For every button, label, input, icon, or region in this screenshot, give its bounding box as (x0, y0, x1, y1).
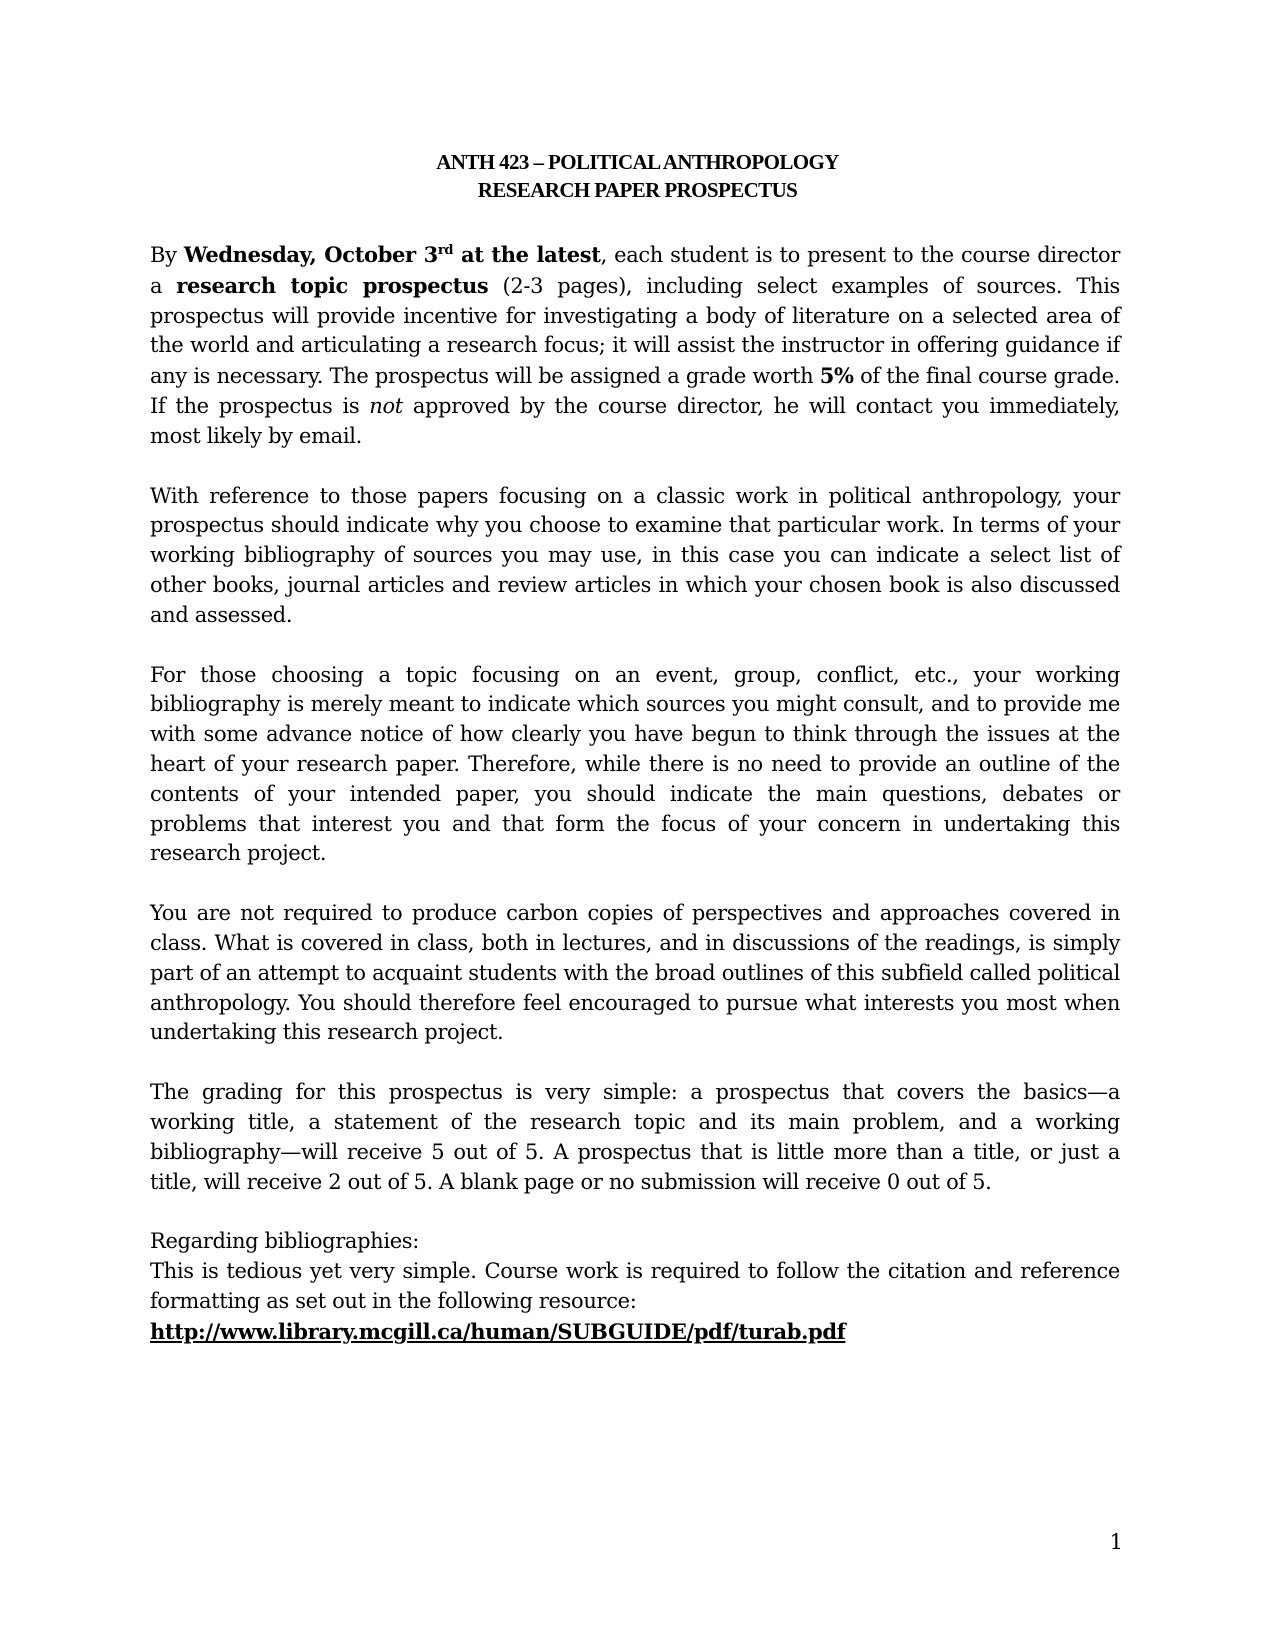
paragraph-text-a: , each student is to present to the course director a (150, 243, 1121, 298)
paragraph-event-topic: For those choosing a topic focusing on an event, group, conflict, etc., your working bibliography is merely meant to indicate which sources you might consult, and to provide me with some advance notice of how clearly you have begun to think through the issues at the heart of your research paper. Therefore, while there is no need to provide an outline of the contents of your intended paper, you should indicate the main questions, debates or problems that interest you and that form the focus of your concern in undertaking this research project. (150, 662, 1120, 866)
paragraph-perspectives: You are not required to produce carbon copies of perspectives and approaches covered in class. What is covered in class, both in lectures, and in discussions of the readings, is simply part of an attempt to acquaint students with the broad outlines of this subfield called political anthropology. You should therefore feel encouraged to pursue what interests you most when undertaking this research project. (150, 901, 1120, 1045)
deadline-day: Wednesday, October 3 (183, 242, 438, 267)
paragraph-text-c: of the final course grade. If the prospectus is (150, 364, 1120, 418)
document-title: RESEARCH PAPER PROSPECTUS (477, 178, 798, 202)
document-header (0, 148, 1275, 204)
paragraph-text-d: approved by the course director, he will contact you immediately, most likely by email. (150, 393, 1120, 448)
course-title: ANTH 423 – POLITICAL ANTHROPOLOGY (436, 150, 839, 174)
prospectus-term: research topic prospectus (176, 272, 489, 298)
document-body (150, 240, 1120, 1348)
deadline-ordinal: rd (437, 243, 454, 258)
deadline-date (184, 242, 601, 267)
paragraph-text-b: (2-3 pages), including select examples of sources. This prospectus will provide incentive for investigating a body of literature on a selected area of the world and articulating a research focus; it will assist the instructor in offering guidance if any is necessary. The prospectus will be assigned a grade worth (150, 273, 1120, 389)
page-number: 1 (1109, 1530, 1123, 1554)
deadline-tail: at the latest (453, 242, 601, 267)
resource-link[interactable]: http://www.library.mcgill.ca/human/SUBGUIDE/pdf/turab.pdf (150, 1318, 846, 1344)
paragraph-lead: By (150, 243, 184, 267)
bibliography-text: This is tedious yet very simple. Course work is required to follow the citation and reference formatting as set out in the following resource: (150, 1259, 1120, 1313)
emphasis-not: not (369, 393, 403, 418)
paragraph-classic-work: With reference to those papers focusing on a classic work in political anthropology, your prospectus should indicate why you choose to examine that particular work. In terms of your working bibliography of sources you may use, in this case you can indicate a select list of other books, journal articles and review articles in which your chosen book is also discussed and assessed. (150, 483, 1120, 627)
grade-weight: 5% (819, 363, 854, 389)
bibliography-heading: Regarding bibliographies: (150, 1229, 419, 1254)
bibliography-section (150, 1227, 1120, 1347)
paragraph-grading: The grading for this prospectus is very simple: a prospectus that covers the basics—a working title, a statement of the research topic and its main problem, and a working bibliography—will receive 5 out of 5. A prospectus that is little more than a title, or just a title, will receive 2 out of 5. A blank page or no submission will receive 0 out of 5. (150, 1080, 1120, 1194)
paragraph-deadline (150, 240, 1120, 452)
